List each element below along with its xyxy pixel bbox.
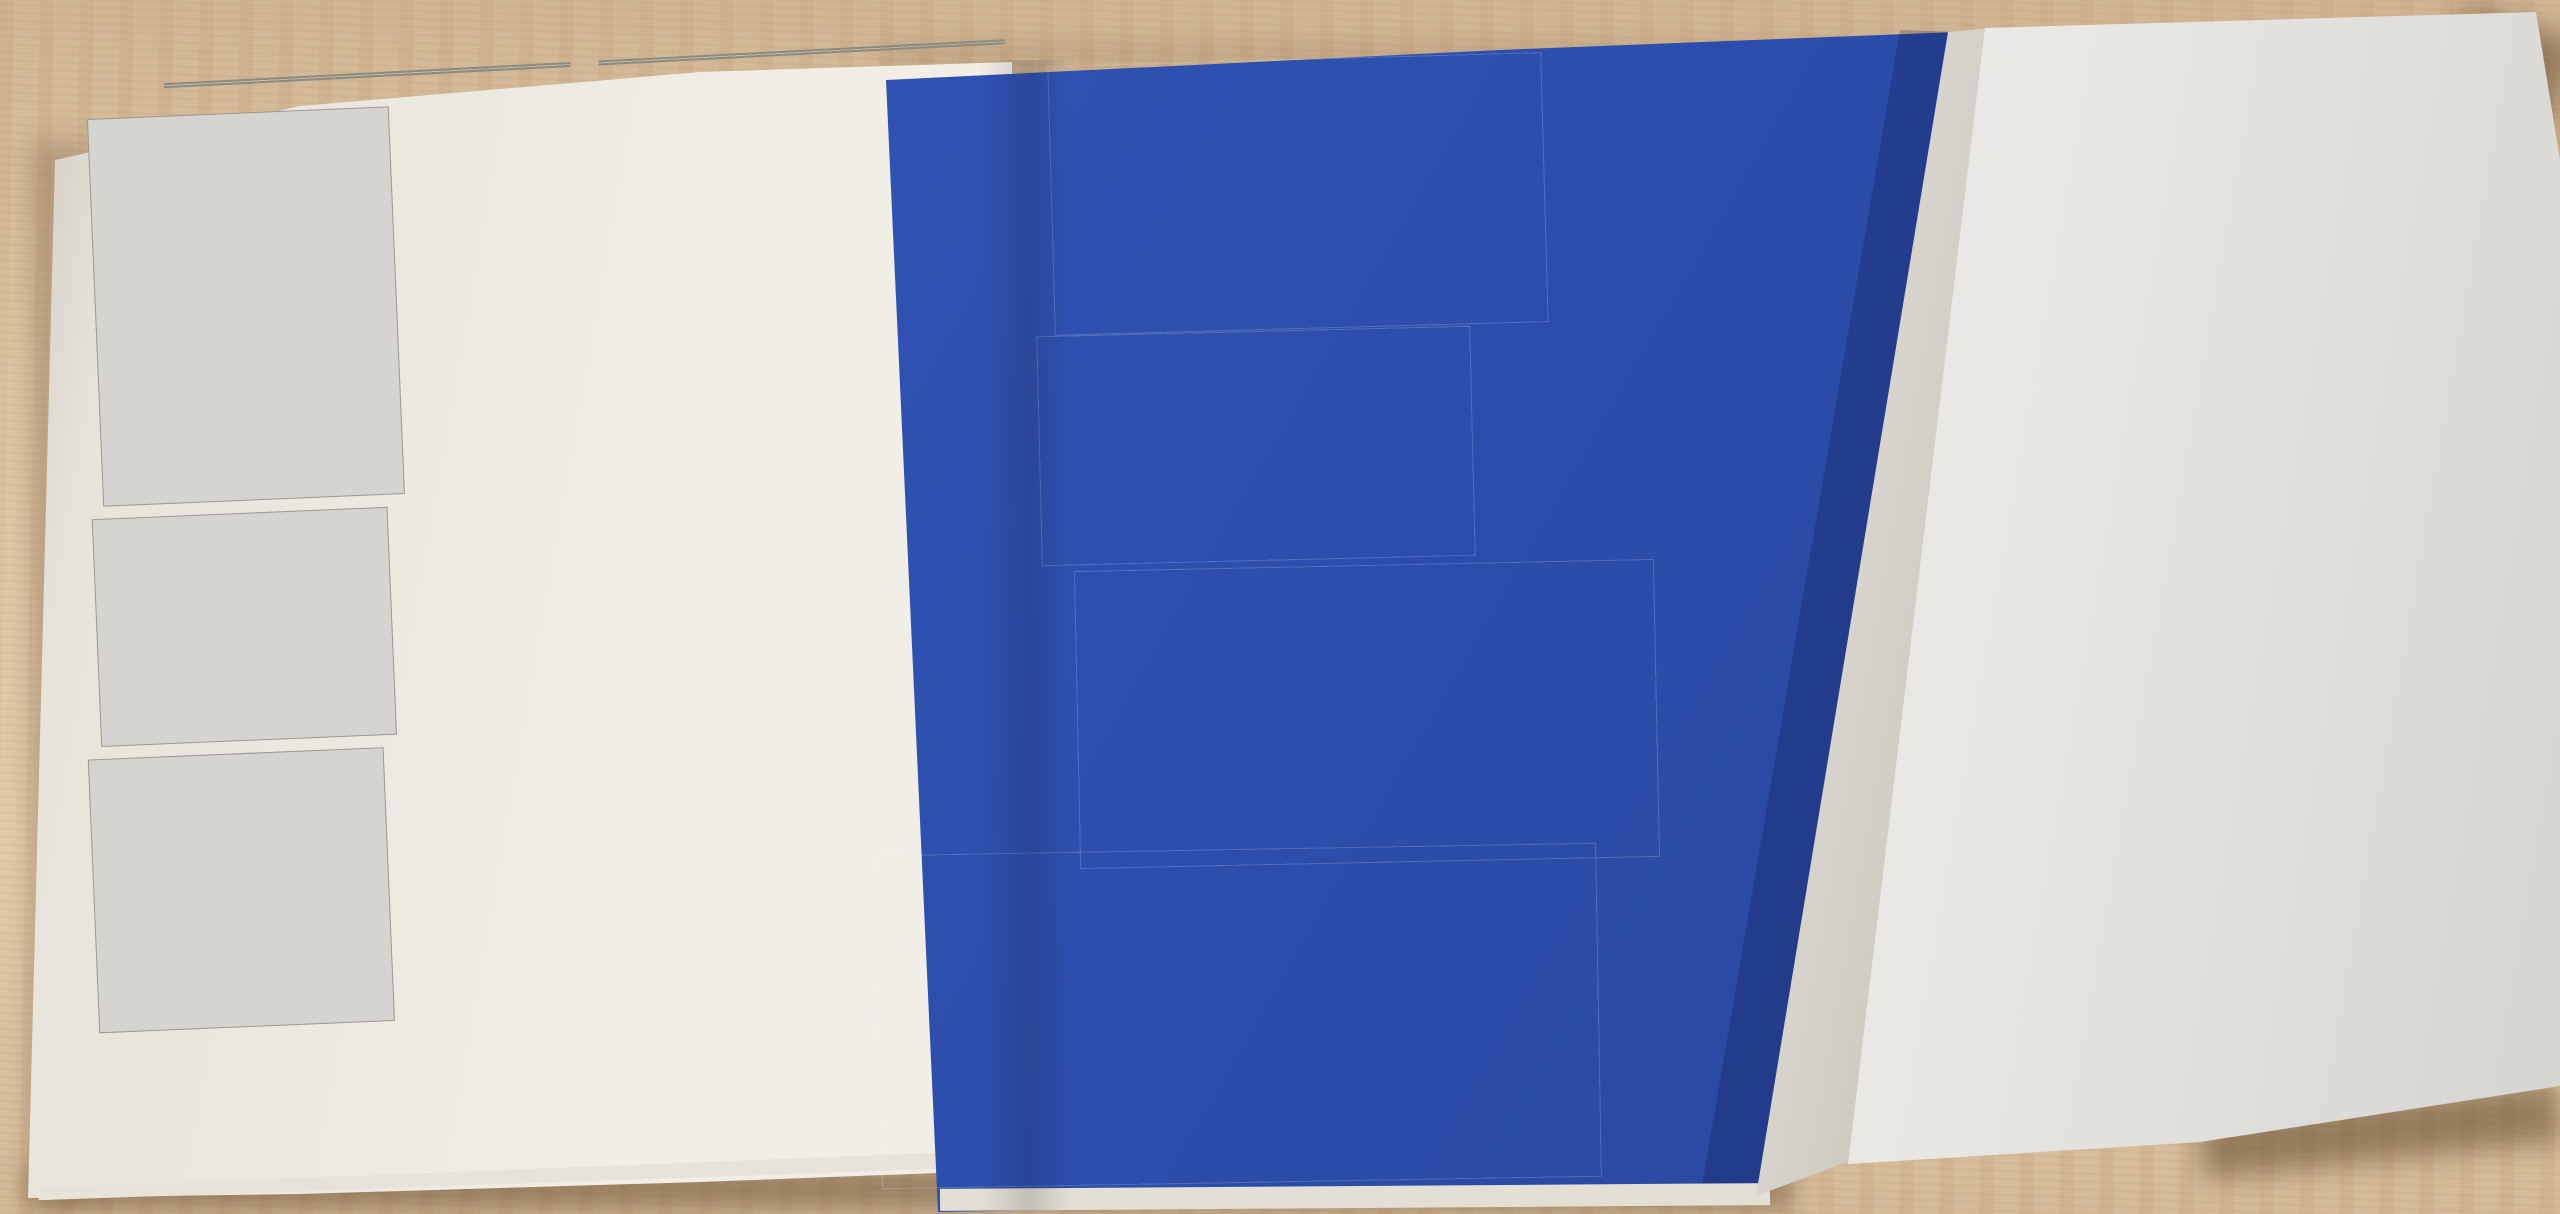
center-gutter-shadow [980,60,1070,1210]
